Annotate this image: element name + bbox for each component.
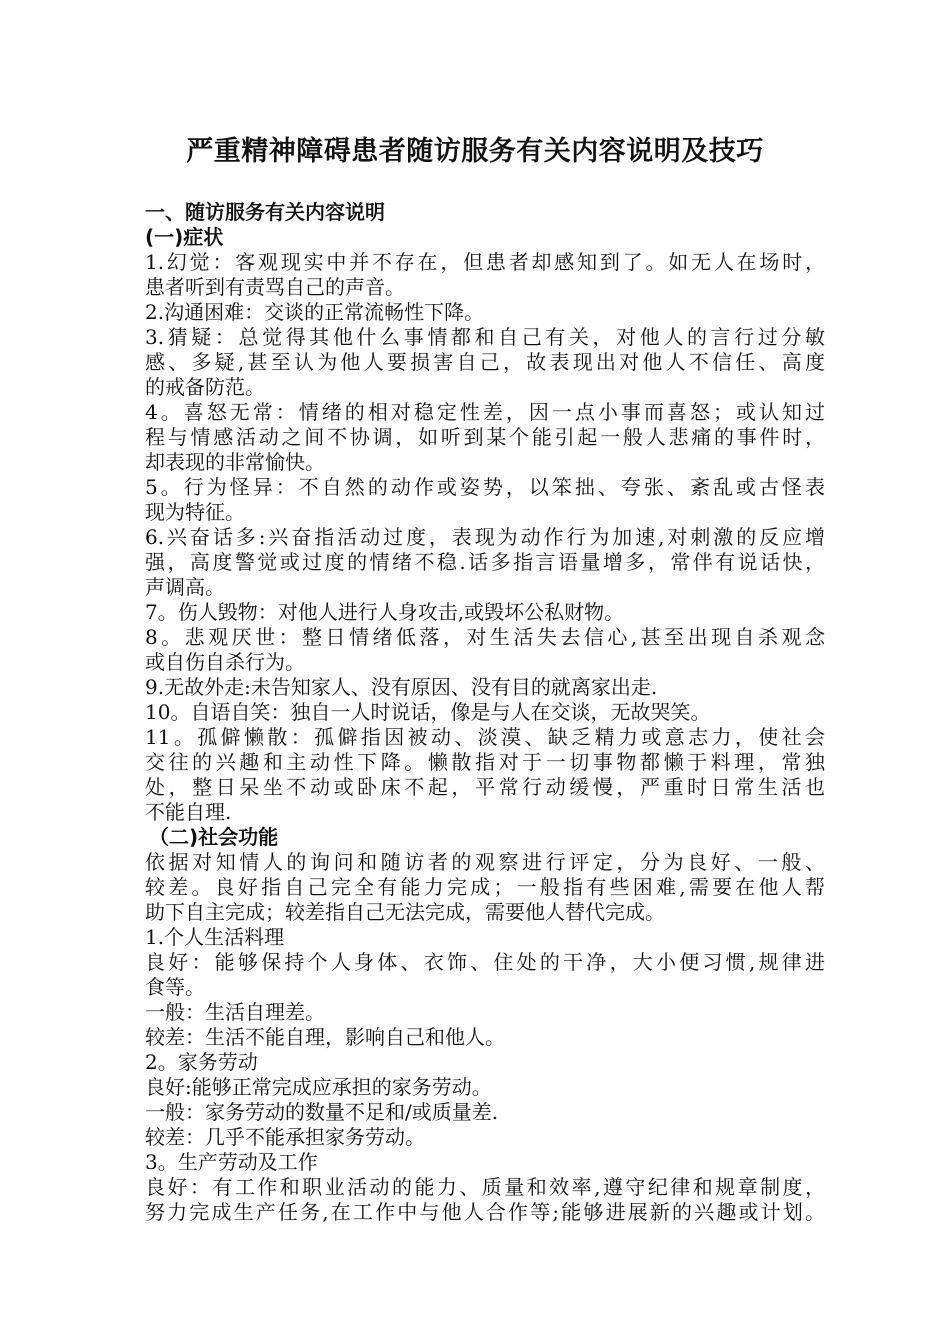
paragraph-line: 现为特征。 — [145, 500, 245, 524]
paragraph-line: 11。孤僻懒散：孤僻指因被动、淡漠、缺乏精力或意志力，使社会 — [145, 725, 825, 749]
paragraph-line: 的戒备防范。 — [145, 375, 265, 399]
paragraph-line: 依据对知情人的询问和随访者的观察进行评定，分为良好、一般、 — [145, 850, 825, 874]
paragraph-line: 一般：家务劳动的数量不足和/或质量差. — [145, 1100, 499, 1124]
paragraph-line: 2。家务劳动 — [145, 1050, 258, 1074]
paragraph-line: 食等。 — [145, 975, 205, 999]
paragraph-line: 程与情感活动之间不协调，如听到某个能引起一般人悲痛的事件时， — [145, 425, 825, 449]
paragraph-line: 一般：生活自理差。 — [145, 1000, 325, 1024]
paragraph-line: 8。悲观厌世：整日情绪低落，对生活失去信心,甚至出现自杀观念 — [145, 625, 825, 649]
paragraph-line: 2.沟通困难：交谈的正常流畅性下降。 — [145, 300, 485, 324]
paragraph-line: 7。伤人毁物：对他人进行人身攻击,或毁坏公私财物。 — [145, 600, 625, 624]
section-heading: (一)症状 — [145, 225, 224, 249]
paragraph-line: 处，整日呆坐不动或卧床不起，平常行动缓慢，严重时日常生活也 — [145, 775, 825, 799]
paragraph-line: 良好:能够正常完成应承担的家务劳动。 — [145, 1075, 492, 1099]
paragraph-line: 3。生产劳动及工作 — [145, 1150, 318, 1174]
paragraph-line: 努力完成生产任务,在工作中与他人合作等;能够进展新的兴趣或计划。 — [145, 1200, 825, 1224]
paragraph-line: 却表现的非常愉快。 — [145, 450, 325, 474]
paragraph-line: 强，高度警觉或过度的情绪不稳.话多指言语量增多，常伴有说话快， — [145, 550, 825, 574]
paragraph-line: 良好：有工作和职业活动的能力、质量和效率,遵守纪律和规章制度， — [145, 1175, 825, 1199]
paragraph-line: 6.兴奋话多:兴奋指活动过度，表现为动作行为加速,对刺激的反应增 — [145, 525, 825, 549]
paragraph-line: 3.猜疑：总觉得其他什么事情都和自己有关，对他人的言行过分敏 — [145, 325, 825, 349]
document-body — [145, 200, 825, 1225]
paragraph-line: 良好：能够保持个人身体、衣饰、住处的干净，大小便习惯,规律进 — [145, 950, 825, 974]
paragraph-line: 感、多疑,甚至认为他人要损害自己，故表现出对他人不信任、高度 — [145, 350, 825, 374]
paragraph-line: 交往的兴趣和主动性下降。懒散指对于一切事物都懒于料理，常独 — [145, 750, 825, 774]
paragraph-line: 较差：生活不能自理，影响自己和他人。 — [145, 1025, 505, 1049]
paragraph-line: 9.无故外走:未告知家人、没有原因、没有目的就离家出走. — [145, 675, 658, 699]
section-heading: （二)社会功能 — [149, 825, 279, 849]
paragraph-line: 4。喜怒无常：情绪的相对稳定性差，因一点小事而喜怒；或认知过 — [145, 400, 825, 424]
paragraph-line: 10。自语自笑：独自一人时说话，像是与人在交谈，无故哭笑。 — [145, 700, 711, 724]
paragraph-line: 或自伤自杀行为。 — [145, 650, 305, 674]
paragraph-line: 5。行为怪异：不自然的动作或姿势，以笨拙、夸张、紊乱或古怪表 — [145, 475, 825, 499]
section-heading: 一、随访服务有关内容说明 — [145, 200, 385, 224]
paragraph-line: 1.幻觉：客观现实中并不存在，但患者却感知到了。如无人在场时， — [145, 250, 825, 274]
paragraph-line: 声调高。 — [145, 575, 225, 599]
paragraph-line: 患者听到有责骂自己的声音。 — [145, 275, 405, 299]
paragraph-line: 1.个人生活料理 — [145, 925, 285, 949]
paragraph-line: 较差。良好指自己完全有能力完成；一般指有些困难,需要在他人帮 — [145, 875, 825, 899]
paragraph-line: 不能自理. — [145, 800, 232, 824]
document-title: 严重精神障碍患者随访服务有关内容说明及技巧 — [186, 136, 764, 167]
paragraph-line: 助下自主完成；较差指自己无法完成，需要他人替代完成。 — [145, 900, 665, 924]
paragraph-line: 较差：几乎不能承担家务劳动。 — [145, 1125, 425, 1149]
